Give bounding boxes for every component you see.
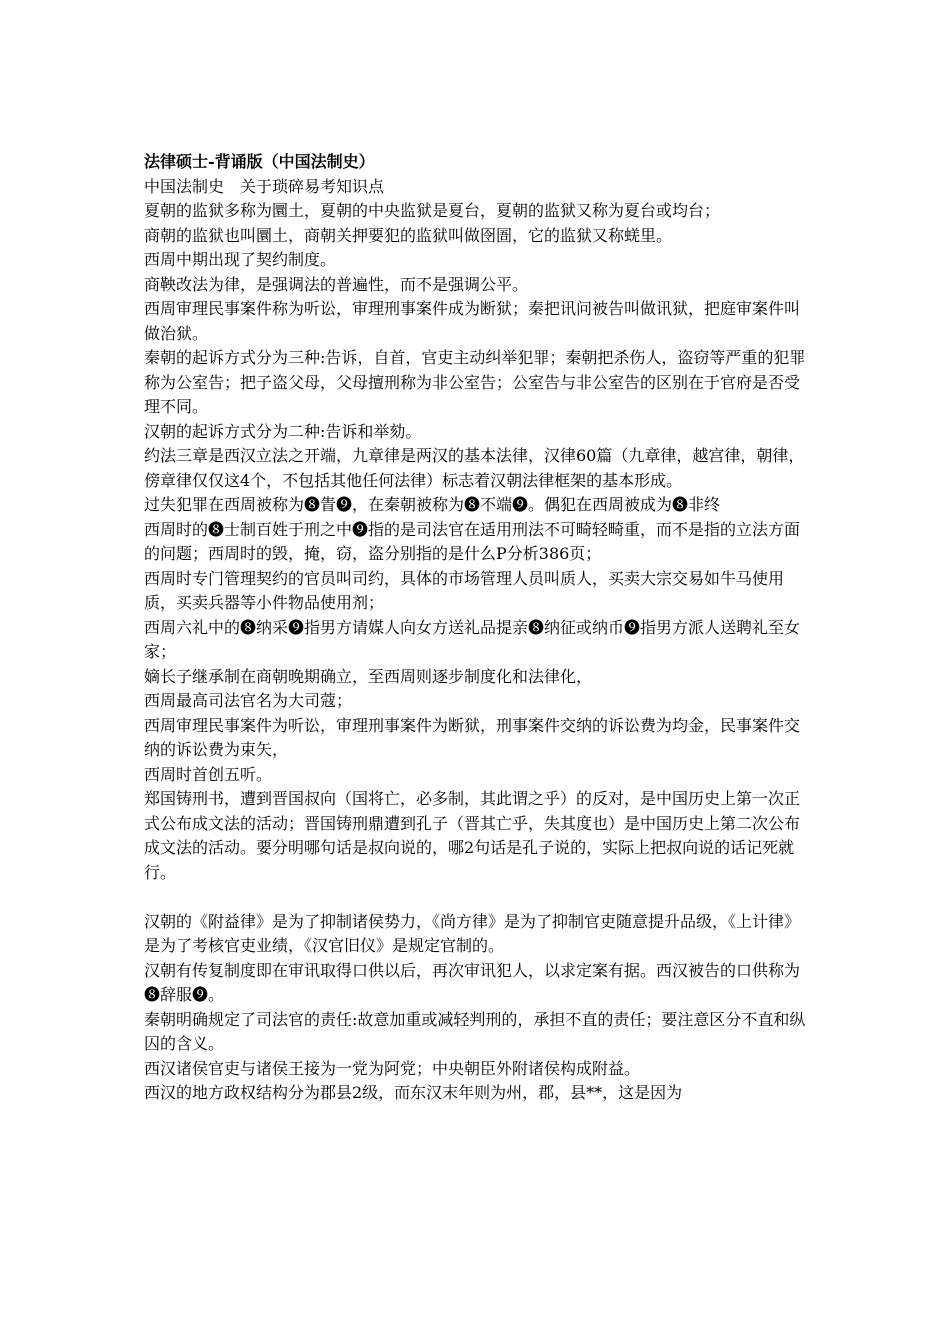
- blank-line: [144, 885, 810, 910]
- paragraph: 西周时专门管理契约的官员叫司约，具体的市场管理人员叫质人，买卖大宗交易如牛马使用质，买卖兵器等小件物品使用剂；: [144, 568, 785, 612]
- document-subtitle: 中国法制史 关于琐碎易考知识点: [144, 176, 385, 196]
- paragraph: 西周六礼中的❽纳采❾指男方请媒人向女方送礼品提亲❽纳征或纳币❾指男方派人送聘礼至女家；: [144, 617, 801, 661]
- paragraph: 秦朝明确规定了司法官的责任:故意加重或减轻判刑的，承担不直的责任；要注意区分不直和纵囚的含义。: [144, 1009, 806, 1053]
- paragraph: 郑国铸刑书，遭到晋国叔向（国将亡，必多制，其此谓之乎）的反对，是中国历史上第一次正式公布成文法的活动；晋国铸刑鼎遭到孔子（晋其亡乎，失其度也）是中国历史上第二次公布成文法的活动。要分明哪句话是叔向说的，哪2句话是孔子说的，实际上把叔向说的话记死就行。: [144, 789, 801, 882]
- paragraph: 汉朝的《附益律》是为了抑制诸侯势力，《尚方律》是为了抑制官吏随意提升品级，《上计律》是为了考核官吏业绩，《汉官旧仪》是规定官制的。: [144, 911, 801, 955]
- paragraph: 西周审理民事案件为听讼，审理刑事案件为断狱，刑事案件交纳的诉讼费为均金，民事案件交纳的诉讼费为束矢，: [144, 715, 801, 759]
- paragraph: 约法三章是西汉立法之开端，九章律是两汉的基本法律，汉律60篇（九章律，越宫律，朝律，傍章律仅仅这4个，不包括其他任何法律）标志着汉朝法律框架的基本形成。: [144, 446, 805, 490]
- paragraph: 西周时的❽士制百姓于刑之中❾指的是司法官在适用刑法不可畸轻畸重，而不是指的立法方面的问题；西周时的毁，掩，窃，盗分别指的是什么P分析386页；: [144, 519, 801, 563]
- paragraph: 西周最高司法官名为大司蔻；: [144, 691, 353, 710]
- paragraph: 商朝的监狱也叫圜土，商朝关押要犯的监狱叫做囹圄，它的监狱又称蜣里。: [144, 225, 673, 245]
- paragraph: 秦朝的起诉方式分为三种:告诉，自首，官吏主动纠举犯罪；秦朝把杀伤人，盗窃等严重的犯罪称为公室告；把子盗父母，父母擅刑称为非公室告；公室告与非公室告的区别在于官府是否受理不同。: [144, 348, 806, 416]
- paragraph: 嫡长子继承制在商朝晚期确立，至西周则逐步制度化和法律化，: [144, 666, 593, 686]
- paragraph: 汉朝有传复制度即在审讯取得口供以后，再次审讯犯人，以求定案有据。西汉被告的口供称为❽辞服❾。: [144, 960, 801, 1004]
- paragraph: 汉朝的起诉方式分为二种:告诉和举劾。: [144, 421, 422, 441]
- paragraph: 西周审理民事案件称为听讼，审理刑事案件成为断狱；秦把讯问被告叫做讯狱，把庭审案件叫做治狱。: [144, 299, 801, 343]
- paragraph: 西周时首创五听。: [144, 764, 273, 784]
- document-title: 法律硕士-背诵版（中国法制史）: [144, 152, 375, 171]
- paragraph: 西汉的地方政权结构分为郡县2级，而东汉末年则为州，郡，县**，这是因为: [144, 1083, 683, 1102]
- paragraph: 西汉诸侯官吏与诸侯王接为一党为阿党；中央朝臣外附诸侯构成附益。: [144, 1058, 641, 1078]
- paragraph: 西周中期出现了契约制度。: [144, 250, 337, 269]
- document-body: [144, 150, 810, 1106]
- paragraph: 过失犯罪在西周被称为❽眚❾，在秦朝被称为❽不端❾。偶犯在西周被成为❽非终: [144, 495, 721, 514]
- paragraph: 夏朝的监狱多称为圜土，夏朝的中央监狱是夏台，夏朝的监狱又称为夏台或均台；: [144, 201, 721, 220]
- paragraph: 商鞅改法为律，是强调法的普遍性，而不是强调公平。: [144, 274, 529, 294]
- paragraph-list: [144, 199, 810, 1106]
